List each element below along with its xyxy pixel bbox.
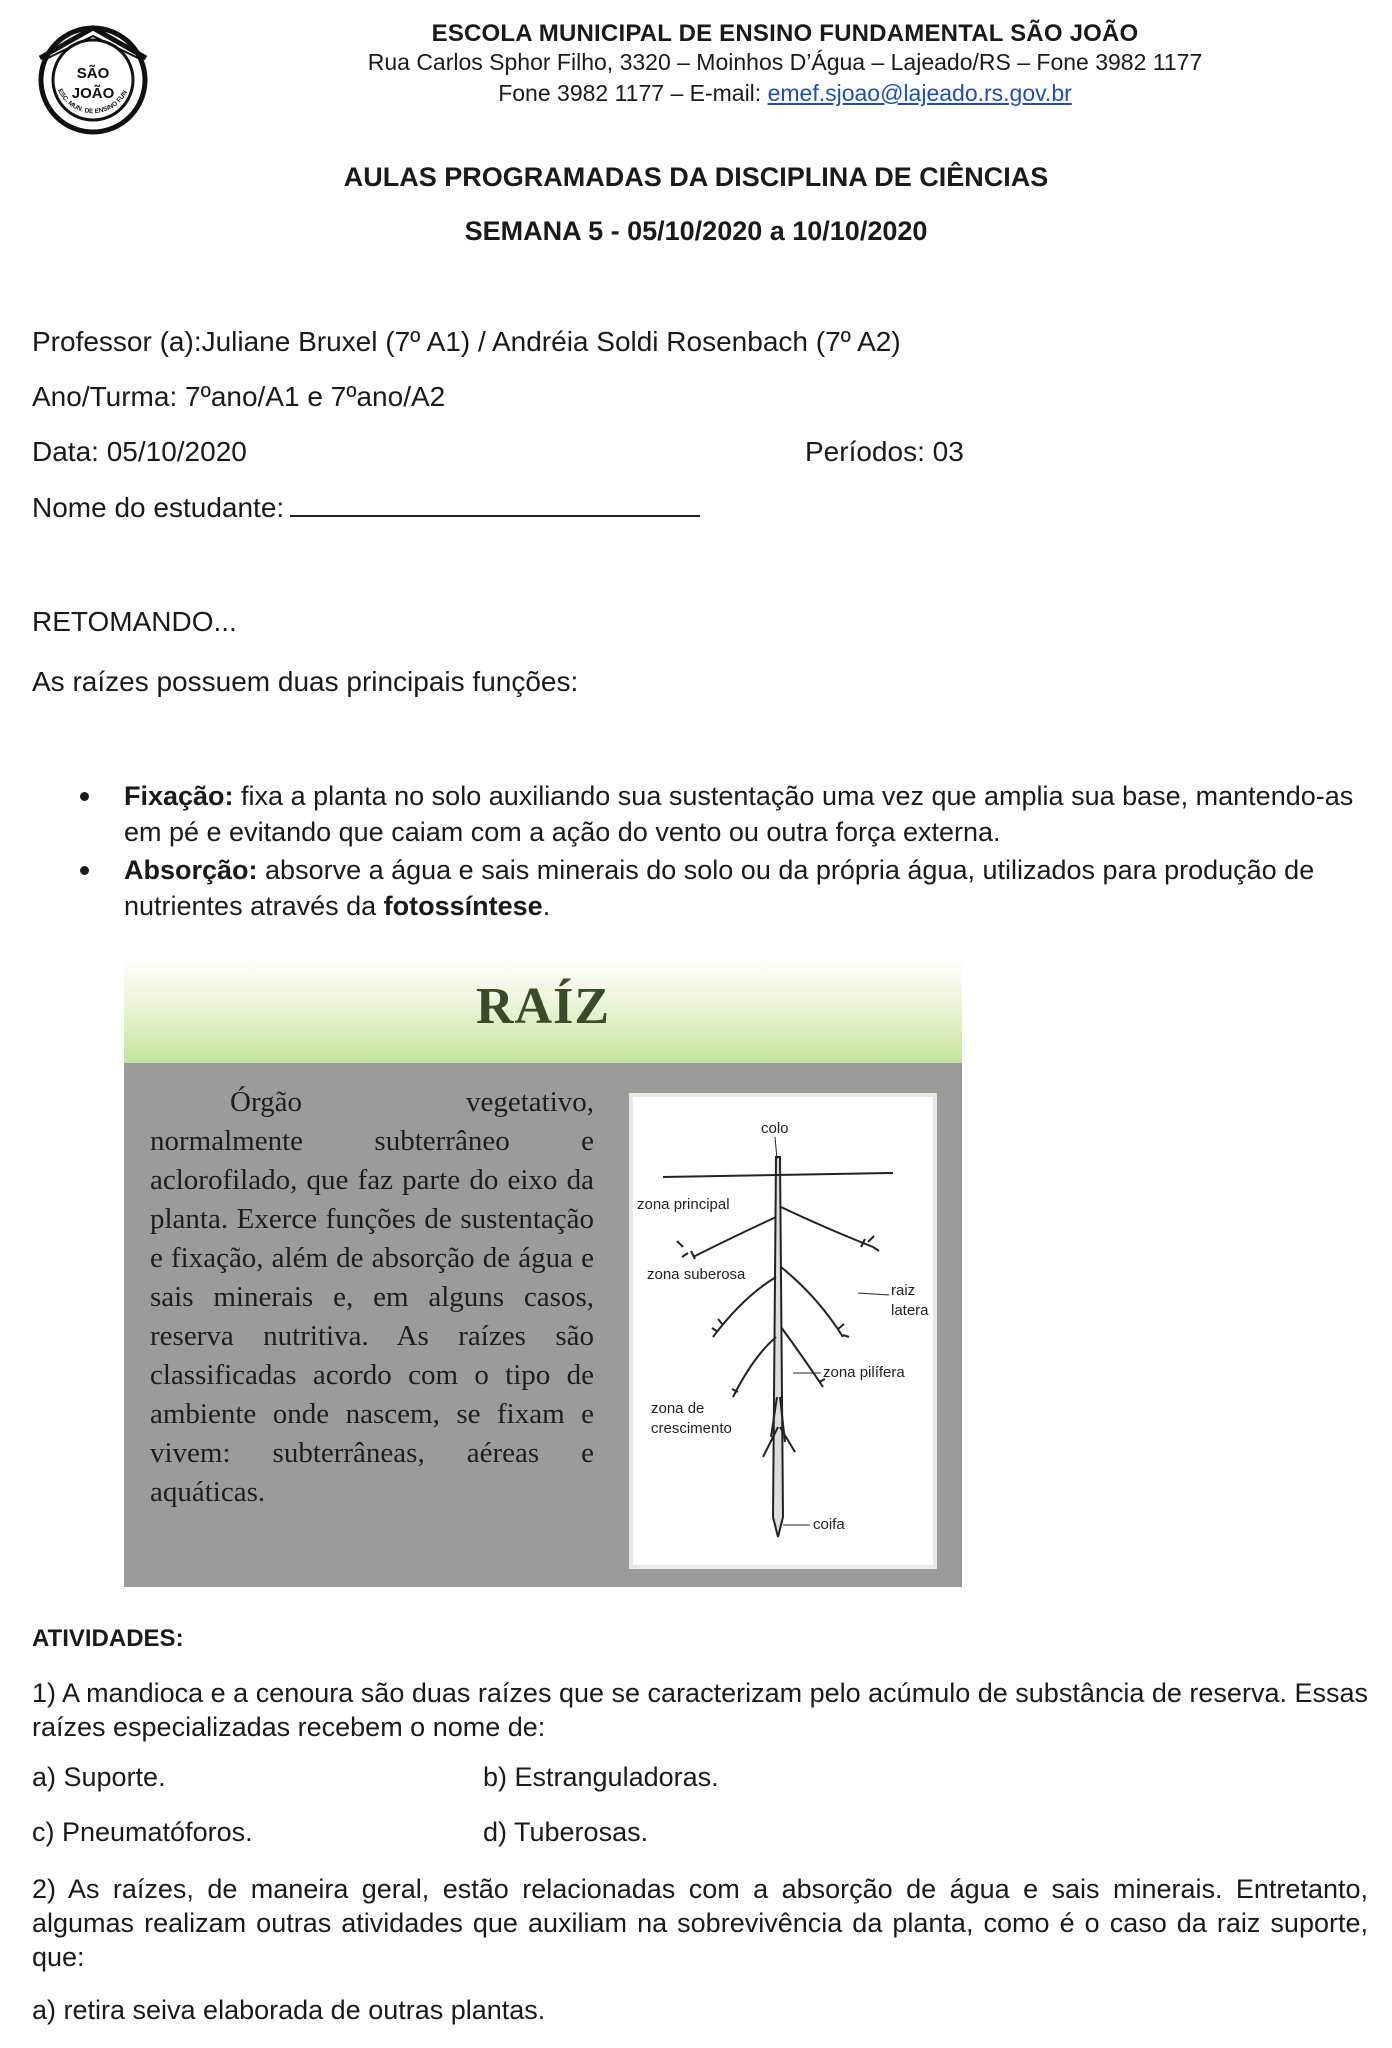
label-zona-crescimento-2: crescimento bbox=[651, 1420, 732, 1437]
infographic-header bbox=[124, 957, 962, 1063]
question-2: 2) As raízes, de maneira geral, estão relacionadas com a absorção de água e sais minerais. Entretanto, algumas realizam outras atividades que auxiliam na sobrevivência da planta, como é o caso da raiz suporte, que: bbox=[32, 1874, 1368, 1972]
page-title: AULAS PROGRAMADAS DA DISCIPLINA DE CIÊNCIAS bbox=[343, 162, 1049, 192]
label-raiz-lateral-2: latera bbox=[891, 1302, 929, 1319]
q1-option-b[interactable]: b) Estranguladoras. bbox=[483, 1762, 719, 1792]
bullet-tail: . bbox=[542, 891, 551, 921]
label-zona-suberosa: zona suberosa bbox=[647, 1266, 746, 1283]
student-name-field[interactable] bbox=[290, 491, 700, 517]
q1-option-c[interactable]: c) Pneumatóforos. bbox=[32, 1817, 253, 1847]
q2-option-a[interactable]: a) retira seiva elaborada de outras plantas. bbox=[32, 1995, 546, 2025]
question-1: 1) A mandioca e a cenoura são duas raízes que se caracterizam pelo acúmulo de substância de reserva. Essas raízes especializadas recebem o nome de: bbox=[32, 1678, 1368, 1742]
bullet-icon bbox=[80, 792, 89, 801]
bullet-text: fixa a planta no solo auxiliando sua sustentação uma vez que amplia sua base, mantendo-as em pé e evitando que caiam com a ação do vento ou outra força externa. bbox=[124, 781, 1354, 847]
bullet-term: Fixação: bbox=[124, 781, 234, 811]
label-zona-pilifera: zona pilífera bbox=[823, 1364, 905, 1381]
school-contact bbox=[270, 80, 1300, 107]
root-diagram bbox=[629, 1093, 937, 1569]
list-item bbox=[72, 778, 1372, 850]
school-logo bbox=[34, 18, 152, 136]
school-address: Rua Carlos Sphor Filho, 3320 – Moinhos D’Água – Lajeado/RS – Fone 3982 1177 bbox=[367, 49, 1203, 75]
label-colo: colo bbox=[761, 1120, 789, 1137]
bullet-icon bbox=[80, 866, 89, 875]
infographic-body bbox=[124, 1063, 962, 1587]
label-zona-principal: zona principal bbox=[637, 1196, 730, 1213]
label-zona-crescimento-1: zona de bbox=[651, 1400, 705, 1417]
bullet-text: absorve a água e sais minerais do solo ou da própria água, utilizados para produção de nutrientes através da bbox=[124, 855, 1315, 921]
school-name: ESCOLA MUNICIPAL DE ENSINO FUNDAMENTAL SÃO JOÃO bbox=[431, 20, 1139, 47]
page-subtitle: SEMANA 5 - 05/10/2020 a 10/10/2020 bbox=[464, 216, 928, 246]
root-infographic bbox=[124, 957, 962, 1587]
logo-text-bottom: JOÃO bbox=[71, 85, 115, 102]
professor-line: Professor (a):Juliane Bruxel (7º A1) / Andréia Soldi Rosenbach (7º A2) bbox=[32, 326, 901, 357]
activities-heading: ATIVIDADES: bbox=[32, 1625, 184, 1652]
date-line: Data: 05/10/2020 bbox=[32, 436, 247, 467]
label-coifa: coifa bbox=[813, 1516, 845, 1533]
list-item bbox=[72, 852, 1372, 924]
bullet-term: Absorção: bbox=[124, 855, 258, 885]
functions-list bbox=[72, 778, 1372, 926]
q1-option-d[interactable]: d) Tuberosas. bbox=[483, 1817, 649, 1847]
label-raiz-lateral-1: raiz bbox=[891, 1282, 916, 1299]
logo-text-top: SÃO bbox=[76, 65, 110, 82]
bullet-bold-end: fotossíntese bbox=[383, 891, 543, 921]
student-name-label: Nome do estudante: bbox=[32, 492, 285, 523]
student-name-line bbox=[32, 491, 700, 524]
infographic-text: Órgão vegetativo, normalmente subterrâneo e aclorofilado, que faz parte do eixo da planta. Exerce funções de sustentação e fixação, além de absorção de água e sais minerais e, em alguns casos, reserva nutritiva. As raízes são classificadas acordo com o tipo de ambiente onde nascem, se fixam e vivem: subterrâneas, aéreas e aquáticas. bbox=[150, 1086, 594, 1508]
periods-line: Períodos: 03 bbox=[805, 436, 964, 467]
infographic-title: RAÍZ bbox=[475, 978, 611, 1035]
retomando-heading: RETOMANDO... bbox=[32, 606, 237, 637]
turma-line: Ano/Turma: 7ºano/A1 e 7ºano/A2 bbox=[32, 381, 446, 412]
email-link[interactable]: emef.sjoao@lajeado.rs.gov.br bbox=[767, 80, 1072, 106]
logo-ring-text: ESC. MUN. DE ENSINO FUN bbox=[56, 87, 129, 116]
phone-label: Fone 3982 1177 – E-mail: bbox=[498, 80, 768, 106]
intro-lead: As raízes possuem duas principais funções: bbox=[32, 666, 579, 697]
q1-option-a[interactable]: a) Suporte. bbox=[32, 1762, 166, 1792]
root-drawing bbox=[663, 1157, 893, 1537]
